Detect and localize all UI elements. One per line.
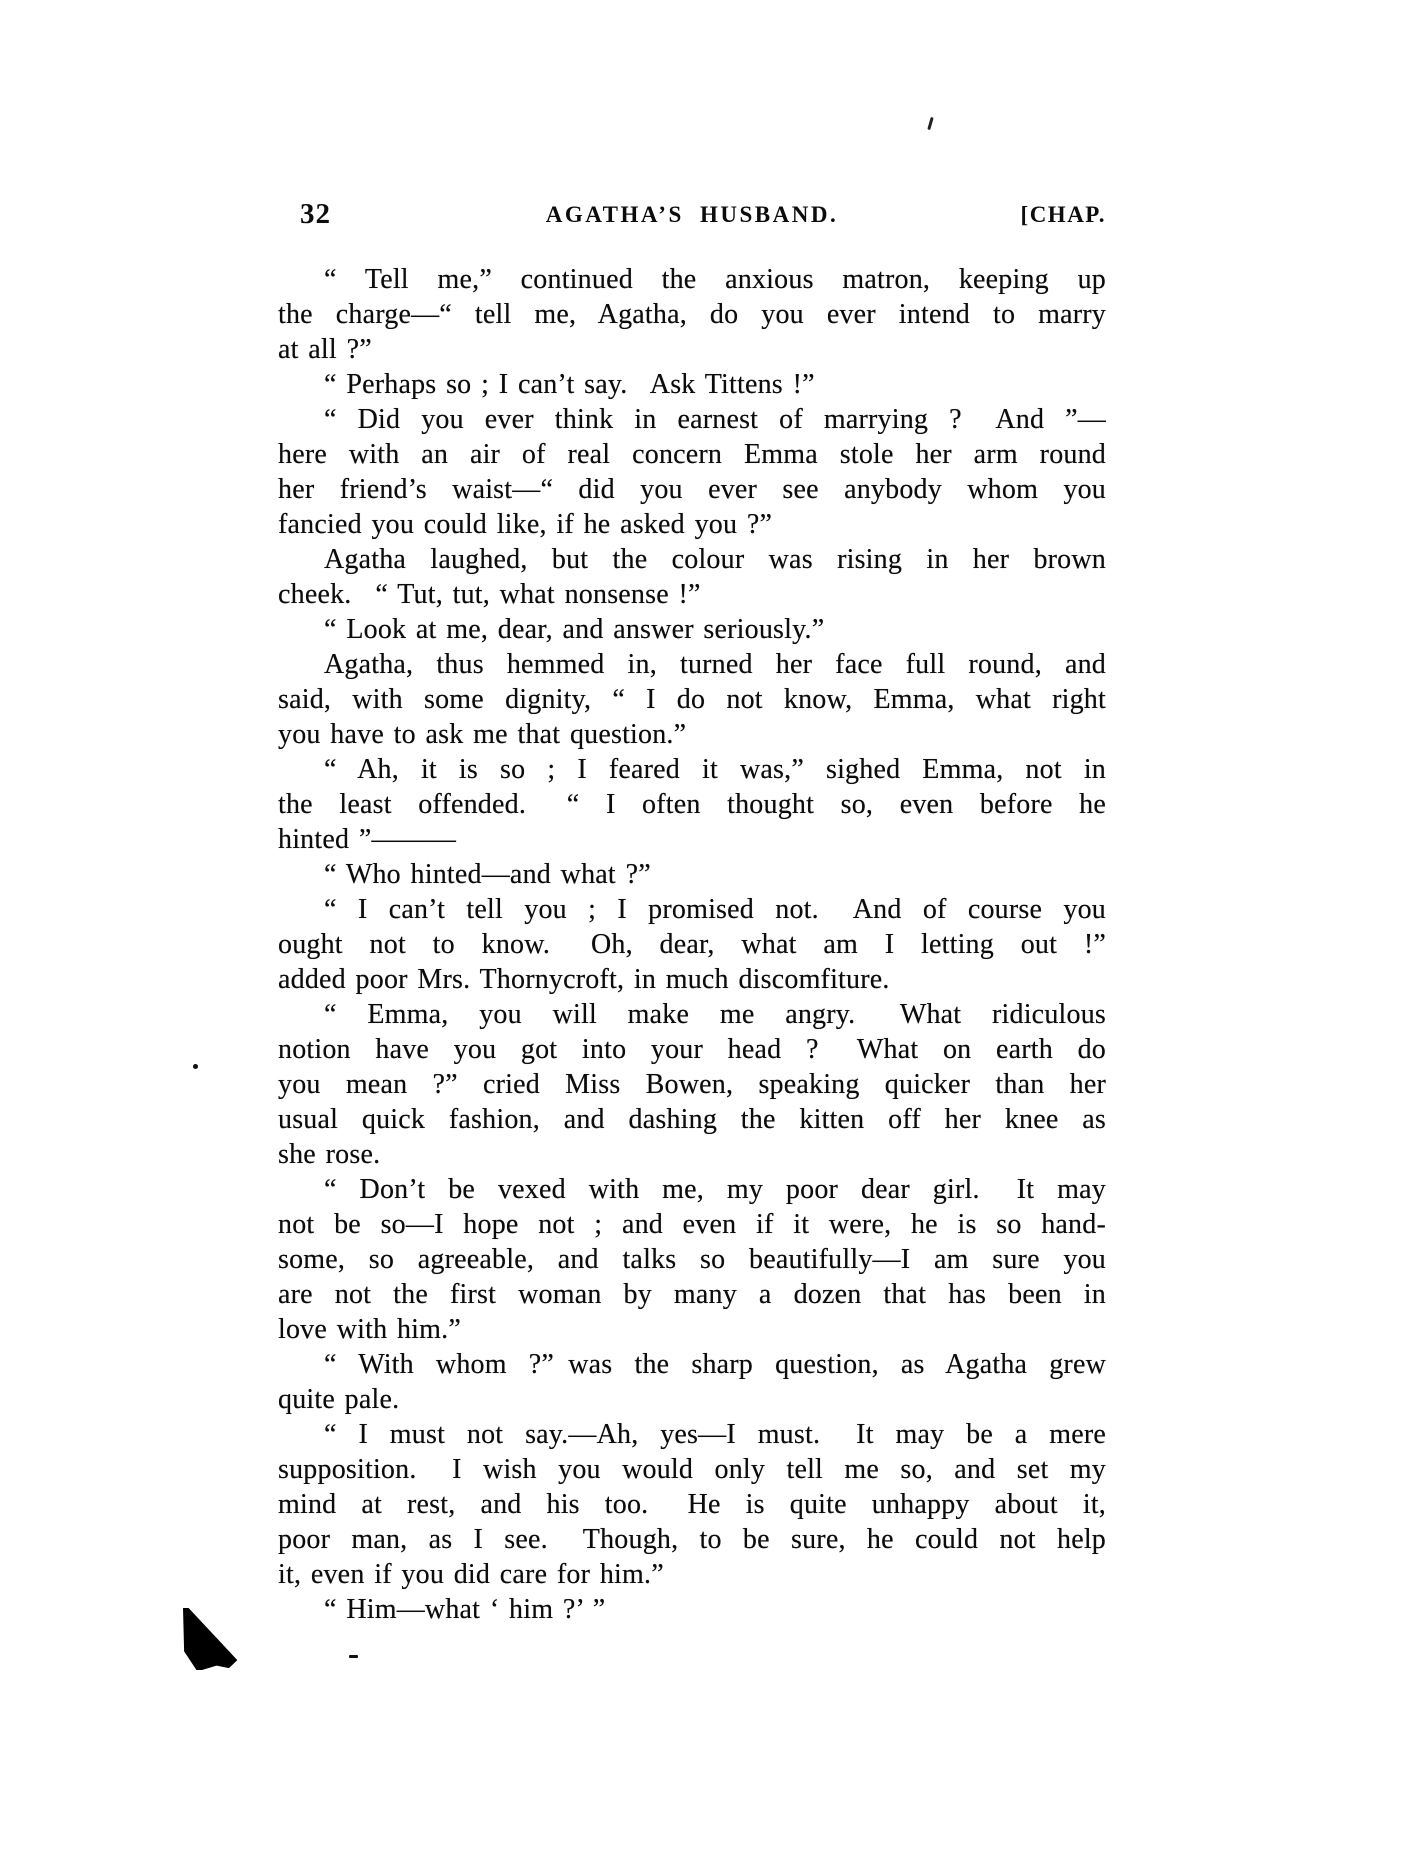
text-line: “ Look at me, dear, and answer seriously.” (324, 614, 825, 645)
text-line: the least offended. “ I often thought so, even before he (278, 789, 1106, 820)
text-line: “ Ah, it is so ; I feared it was,” sighed Emma, not in (324, 754, 1106, 785)
text-line: supposition. I wish you would only tell me so, and set my (278, 1454, 1106, 1485)
text-line: mind at rest, and his too. He is quite unhappy about it, (278, 1489, 1106, 1520)
running-title: AGATHA’S HUSBAND. (545, 202, 839, 227)
text-line: Agatha, thus hemmed in, turned her face full round, and (324, 649, 1106, 680)
text-line: you have to ask me that question.” (278, 719, 687, 750)
text-line: said, with some dignity, “ I do not know, Emma, what right (278, 684, 1106, 715)
text-line: fancied you could like, if he asked you ?” (278, 509, 773, 540)
text-line: “ I must not say.—Ah, yes—I must. It may be a mere (324, 1419, 1106, 1450)
text-line: some, so agreeable, and talks so beautifully—I am sure you (278, 1244, 1106, 1275)
text-line: usual quick fashion, and dashing the kitten off her knee as (278, 1104, 1106, 1135)
page-number: 32 (300, 198, 331, 230)
page-header (278, 198, 1106, 238)
ink-blot-artifact (183, 1608, 239, 1670)
text-line: ought not to know. Oh, dear, what am I letting out !” (278, 929, 1106, 960)
text-line: “ Perhaps so ; I can’t say. Ask Tittens !” (324, 369, 815, 400)
text-line: love with him.” (278, 1314, 461, 1345)
text-line: “ Tell me,” continued the anxious matron, keeping up (324, 264, 1106, 295)
scan-speck-bottom (349, 1655, 358, 1658)
text-line: she rose. (278, 1139, 381, 1170)
text-line: at all ?” (278, 334, 372, 365)
text-line: notion have you got into your head ? What on earth do (278, 1034, 1106, 1065)
text-line: “ Him—what ‘ him ?’ ” (324, 1594, 606, 1625)
text-line: you mean ?” cried Miss Bowen, speaking quicker than her (278, 1069, 1106, 1100)
text-line: it, even if you did care for him.” (278, 1559, 664, 1590)
text-line: “ Who hinted—and what ?” (324, 859, 651, 890)
text-line: her friend’s waist—“ did you ever see anybody whom you (278, 474, 1106, 505)
text-line: the charge—“ tell me, Agatha, do you ever intend to marry (278, 299, 1106, 330)
text-line: here with an air of real concern Emma stole her arm round (278, 439, 1106, 470)
text-line: not be so—I hope not ; and even if it were, he is so hand- (278, 1209, 1106, 1240)
text-line: “ With whom ?” was the sharp question, as Agatha grew (324, 1349, 1106, 1380)
scan-speck-left-margin (193, 1064, 198, 1069)
text-line: poor man, as I see. Though, to be sure, he could not help (278, 1524, 1106, 1555)
text-line: quite pale. (278, 1384, 400, 1415)
text-line: Agatha laughed, but the colour was rising in her brown (324, 544, 1106, 575)
text-block (278, 262, 1106, 1627)
text-line: “ I can’t tell you ; I promised not. And of course you (324, 894, 1106, 925)
text-line: “ Don’t be vexed with me, my poor dear girl. It may (324, 1174, 1106, 1205)
chapter-mark: [CHAP. (1020, 202, 1106, 227)
text-line: “ Did you ever think in earnest of marrying ? And ”— (324, 404, 1106, 435)
text-line: hinted ”——— (278, 824, 457, 855)
text-line: “ Emma, you will make me angry. What ridiculous (324, 999, 1106, 1030)
text-line: are not the first woman by many a dozen that has been in (278, 1279, 1106, 1310)
scan-speck-top-right (927, 117, 933, 130)
text-line: added poor Mrs. Thornycroft, in much discomfiture. (278, 964, 890, 995)
text-line: cheek. “ Tut, tut, what nonsense !” (278, 579, 701, 610)
